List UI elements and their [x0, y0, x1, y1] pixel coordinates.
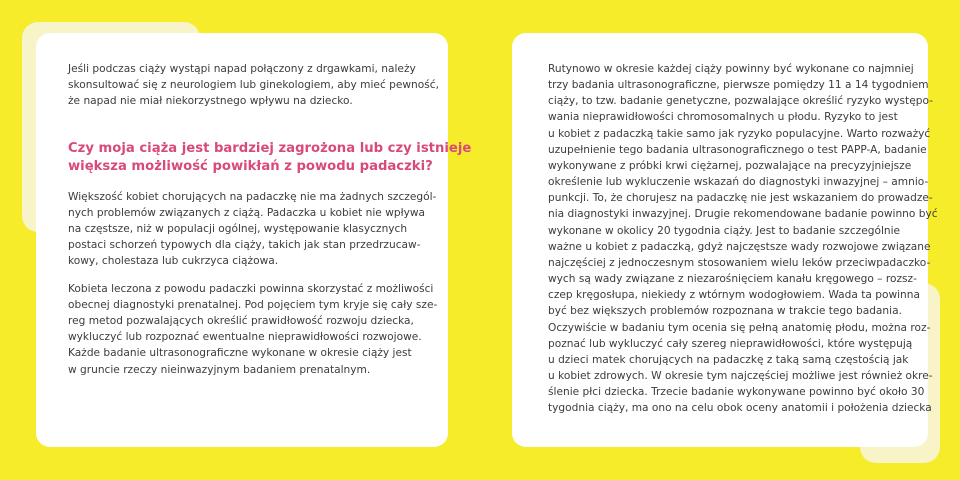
text-line: tygodnia ciąży, ma ono na celu obok oceny anatomii i położenia dziecka — [548, 402, 932, 415]
text-line: wykonywane z próbki krwi ciężarnej, pozwalające na precyzyjniejsze — [548, 159, 912, 172]
text-line: kowy, cholestaza lub cukrzyca ciążowa. — [68, 255, 279, 268]
text-line: w gruncie rzeczy nieinwazyjnym badaniem prenatalnym. — [68, 363, 371, 376]
text-line: Jeśli podczas ciąży wystąpi napad połączony z drgawkami, należy — [68, 63, 416, 75]
text-line: Kobieta leczona z powodu padaczki powinna skorzystać z możliwości — [68, 282, 434, 295]
text-line: ważne u kobiet z padaczką, gdyż najczęstsze wady rozwojowe związane — [548, 240, 931, 253]
text-line: postaci schorzeń typowych dla ciąży, takich jak stan przedrzucaw- — [68, 239, 421, 252]
text-line: wania nieprawidłowości chromosomalnych u płodu. Ryzyko to jest — [548, 111, 898, 124]
text-line: Rutynowo w okresie każdej ciąży powinny być wykonane co najmniej — [548, 63, 914, 75]
text-line: wych są wady związane z niezarośnięciem kanału kręgowego – rozsz- — [548, 273, 917, 286]
text-line: Każde badanie ultrasonograficzne wykonane w okresie ciąży jest — [68, 347, 412, 360]
text-line: być bez większych problemów rozpoznana w trakcie tego badania. — [548, 305, 902, 318]
text-line: trzy badania ultrasonograficzne, pierwsze pomiędzy 11 a 14 tygodniem — [548, 79, 929, 92]
text-line: Oczywiście w badaniu tym ocenia się pełną anatomię płodu, można roz- — [548, 321, 931, 334]
text-line: skonsultować się z neurologiem lub ginekologiem, aby mieć pewność, — [68, 79, 439, 92]
text-line: określenie lub wykluczenie wskazań do diagnostyki inwazyjnej – amnio- — [548, 176, 929, 189]
text-line: u dzieci matek chorujących na padaczkę z taką samą częstością jak — [548, 353, 909, 366]
left-text-card — [36, 33, 472, 447]
paragraph-complications — [68, 189, 437, 270]
text-line: na częstsze, niż w populacji ogólnej, występowanie klasycznych — [68, 223, 408, 236]
heading-line: Czy moja ciąża jest bardziej zagrożona lub czy istnieje — [68, 140, 472, 156]
paragraph-prenatal-diagnostics — [68, 281, 438, 378]
paragraph-ultrasound-schedule — [548, 61, 938, 416]
text-line: u kobiet z padaczką takie samo jak ryzyko populacyjne. Warto rozważyć — [548, 127, 931, 140]
text-line: ślenie płci dziecka. Trzecie badanie wykonywane powinno być około 30 — [548, 386, 925, 399]
text-line: nia diagnostyki inwazyjnej. Drugie rekomendowane badanie powinno być — [548, 208, 938, 221]
text-line: u kobiet zdrowych. W okresie tym najczęściej możliwe jest również okre- — [548, 369, 933, 382]
text-line: Większość kobiet chorujących na padaczkę nie ma żadnych szczegól- — [68, 190, 437, 203]
text-line: wykluczyć lub rozpoznać ewentualne nieprawidłowości rozwojowe. — [68, 331, 422, 344]
text-line: czep kręgosłupa, niekiedy z wtórnym wodogłowiem. Wada ta powinna — [548, 289, 920, 302]
intro-paragraph — [68, 61, 439, 110]
text-line: punkcji. To, że chorujesz na padaczkę nie jest wskazaniem do prowadze- — [548, 192, 933, 205]
text-line: najczęściej z jednoczesnym stosowaniem wielu leków przeciwpadaczko- — [548, 256, 931, 269]
text-line: uzupełnienie tego badania ultrasonograficznego o test PAPP-A, badanie — [548, 143, 927, 156]
right-text-card — [512, 33, 938, 447]
text-line: że napad nie miał niekorzystnego wpływu na dziecko. — [68, 95, 353, 108]
section-heading — [68, 140, 472, 177]
text-line: ciąży, to tzw. badanie genetyczne, pozwalające określić ryzyko występo- — [548, 95, 933, 108]
text-line: reg metod pozwalających określić prawidłowość rozwoju dziecka, — [68, 315, 414, 328]
text-line: poznać lub wykluczyć cały szereg nieprawidłowości, które występują — [548, 337, 913, 350]
text-line: wykonane w okolicy 20 tygodnia ciąży. Jest to badanie szczególnie — [548, 224, 901, 237]
text-line: nych problemów związanych z ciążą. Padaczka u kobiet nie wpływa — [68, 206, 426, 219]
heading-line: większa możliwość powikłań z powodu padaczki? — [68, 159, 433, 175]
text-line: obecnej diagnostyki prenatalnej. Pod pojęciem tym kryje się cały sze- — [68, 298, 438, 311]
